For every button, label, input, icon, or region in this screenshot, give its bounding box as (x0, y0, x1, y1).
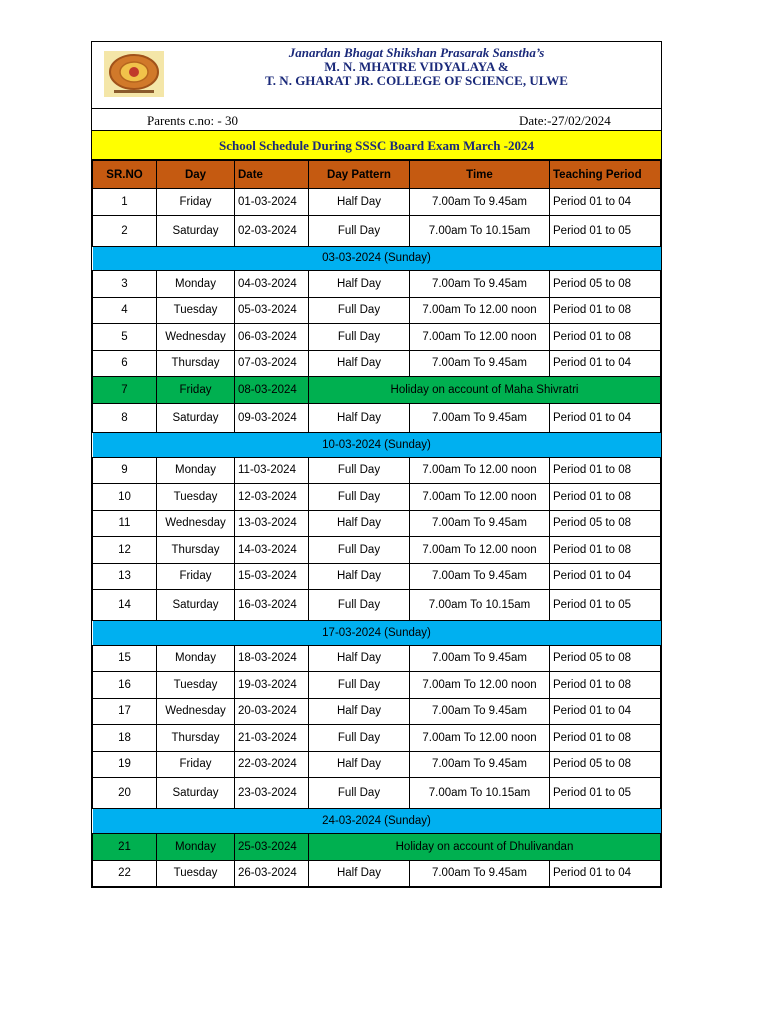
day-cell: Tuesday (157, 484, 235, 511)
day-pattern-cell: Full Day (309, 297, 410, 324)
day-cell: Tuesday (157, 860, 235, 886)
day-cell: Thursday (157, 537, 235, 564)
day-cell: Wednesday (157, 698, 235, 725)
document-meta (92, 109, 661, 131)
date-cell: 19-03-2024 (235, 672, 309, 699)
time-cell: 7.00am To 12.00 noon (410, 725, 550, 752)
table-row (93, 324, 661, 351)
time-cell: 7.00am To 9.45am (410, 645, 550, 672)
day-cell: Thursday (157, 350, 235, 377)
date-cell: 21-03-2024 (235, 725, 309, 752)
time-cell: 7.00am To 12.00 noon (410, 537, 550, 564)
day-cell: Wednesday (157, 324, 235, 351)
sr-no-cell: 17 (93, 698, 157, 725)
teaching-period-cell: Period 01 to 04 (550, 860, 661, 886)
teaching-period-cell: Period 01 to 04 (550, 189, 661, 216)
date-cell: 04-03-2024 (235, 271, 309, 298)
sr-no-cell: 20 (93, 778, 157, 809)
teaching-period-cell: Period 01 to 08 (550, 297, 661, 324)
table-row (93, 672, 661, 699)
document-header (92, 42, 661, 109)
time-cell: 7.00am To 9.45am (410, 751, 550, 778)
col-header-date: Date (235, 161, 309, 189)
day-pattern-cell: Half Day (309, 189, 410, 216)
table-row (93, 590, 661, 621)
time-cell: 7.00am To 12.00 noon (410, 484, 550, 511)
day-pattern-cell: Half Day (309, 404, 410, 433)
holiday-note: Holiday on account of Dhulivandan (309, 833, 661, 860)
date-cell: 13-03-2024 (235, 510, 309, 537)
time-cell: 7.00am To 10.15am (410, 590, 550, 621)
day-cell: Thursday (157, 725, 235, 752)
day-pattern-cell: Half Day (309, 510, 410, 537)
table-row (93, 751, 661, 778)
holiday-note: Holiday on account of Maha Shivratri (309, 377, 661, 404)
school-crest-icon (104, 51, 164, 97)
time-cell: 7.00am To 9.45am (410, 860, 550, 886)
date-cell: 22-03-2024 (235, 751, 309, 778)
day-cell: Saturday (157, 590, 235, 621)
col-header-time: Time (410, 161, 550, 189)
time-cell: 7.00am To 9.45am (410, 698, 550, 725)
sr-no-cell: 16 (93, 672, 157, 699)
col-header-teaching-period: Teaching Period (550, 161, 661, 189)
holiday-row (93, 377, 661, 404)
table-row (93, 350, 661, 377)
sr-no-cell: 11 (93, 510, 157, 537)
sr-no-cell: 14 (93, 590, 157, 621)
day-cell: Saturday (157, 404, 235, 433)
date-cell: 26-03-2024 (235, 860, 309, 886)
sr-no-cell: 7 (93, 377, 157, 404)
date-cell: 02-03-2024 (235, 215, 309, 246)
table-row (93, 297, 661, 324)
col-header-day: Day (157, 161, 235, 189)
day-pattern-cell: Full Day (309, 215, 410, 246)
teaching-period-cell: Period 05 to 08 (550, 271, 661, 298)
date-cell: 14-03-2024 (235, 537, 309, 564)
time-cell: 7.00am To 9.45am (410, 271, 550, 298)
day-pattern-cell: Full Day (309, 537, 410, 564)
table-row (93, 510, 661, 537)
table-row (93, 537, 661, 564)
date-cell: 05-03-2024 (235, 297, 309, 324)
teaching-period-cell: Period 05 to 08 (550, 645, 661, 672)
time-cell: 7.00am To 9.45am (410, 350, 550, 377)
date-cell: 15-03-2024 (235, 563, 309, 590)
sr-no-cell: 2 (93, 215, 157, 246)
sr-no-cell: 15 (93, 645, 157, 672)
day-cell: Monday (157, 271, 235, 298)
sunday-label: 03-03-2024 (Sunday) (93, 246, 661, 271)
day-pattern-cell: Full Day (309, 725, 410, 752)
time-cell: 7.00am To 12.00 noon (410, 457, 550, 484)
org-line-1: Janardan Bhagat Shikshan Prasarak Sanstha’s (288, 45, 545, 60)
sunday-row (93, 621, 661, 646)
teaching-period-cell: Period 05 to 08 (550, 751, 661, 778)
table-row (93, 484, 661, 511)
sunday-row (93, 246, 661, 271)
day-cell: Friday (157, 189, 235, 216)
day-pattern-cell: Full Day (309, 324, 410, 351)
time-cell: 7.00am To 9.45am (410, 404, 550, 433)
day-pattern-cell: Half Day (309, 698, 410, 725)
table-row (93, 725, 661, 752)
date-cell: 09-03-2024 (235, 404, 309, 433)
parents-circular-no: Parents c.no: - 30 (147, 113, 238, 128)
table-row (93, 189, 661, 216)
col-header-day-pattern: Day Pattern (309, 161, 410, 189)
day-cell: Wednesday (157, 510, 235, 537)
circular-date: Date:-27/02/2024 (519, 113, 611, 128)
day-cell: Monday (157, 457, 235, 484)
day-pattern-cell: Full Day (309, 457, 410, 484)
sunday-row (93, 809, 661, 834)
day-pattern-cell: Half Day (309, 751, 410, 778)
sr-no-cell: 1 (93, 189, 157, 216)
time-cell: 7.00am To 9.45am (410, 189, 550, 216)
sr-no-cell: 22 (93, 860, 157, 886)
time-cell: 7.00am To 12.00 noon (410, 672, 550, 699)
time-cell: 7.00am To 9.45am (410, 563, 550, 590)
sunday-label: 24-03-2024 (Sunday) (93, 809, 661, 834)
teaching-period-cell: Period 01 to 08 (550, 457, 661, 484)
schedule-table (92, 160, 661, 887)
day-pattern-cell: Half Day (309, 271, 410, 298)
sr-no-cell: 8 (93, 404, 157, 433)
date-cell: 12-03-2024 (235, 484, 309, 511)
date-cell: 11-03-2024 (235, 457, 309, 484)
sr-no-cell: 4 (93, 297, 157, 324)
teaching-period-cell: Period 01 to 08 (550, 537, 661, 564)
teaching-period-cell: Period 01 to 05 (550, 778, 661, 809)
date-cell: 06-03-2024 (235, 324, 309, 351)
teaching-period-cell: Period 01 to 04 (550, 350, 661, 377)
table-row (93, 563, 661, 590)
teaching-period-cell: Period 01 to 08 (550, 672, 661, 699)
day-cell: Saturday (157, 778, 235, 809)
day-cell: Monday (157, 833, 235, 860)
day-pattern-cell: Half Day (309, 563, 410, 590)
teaching-period-cell: Period 01 to 08 (550, 484, 661, 511)
teaching-period-cell: Period 01 to 04 (550, 698, 661, 725)
date-cell: 07-03-2024 (235, 350, 309, 377)
sr-no-cell: 13 (93, 563, 157, 590)
table-row (93, 860, 661, 886)
sr-no-cell: 19 (93, 751, 157, 778)
day-pattern-cell: Full Day (309, 778, 410, 809)
day-cell: Friday (157, 563, 235, 590)
sr-no-cell: 5 (93, 324, 157, 351)
date-cell: 18-03-2024 (235, 645, 309, 672)
table-row (93, 645, 661, 672)
day-pattern-cell: Full Day (309, 590, 410, 621)
teaching-period-cell: Period 01 to 08 (550, 324, 661, 351)
schedule-title: School Schedule During SSSC Board Exam March -2024 (92, 131, 661, 160)
day-pattern-cell: Half Day (309, 350, 410, 377)
table-row (93, 457, 661, 484)
table-row (93, 215, 661, 246)
sr-no-cell: 6 (93, 350, 157, 377)
date-cell: 08-03-2024 (235, 377, 309, 404)
sr-no-cell: 12 (93, 537, 157, 564)
day-cell: Friday (157, 751, 235, 778)
time-cell: 7.00am To 9.45am (410, 510, 550, 537)
sunday-label: 10-03-2024 (Sunday) (93, 433, 661, 458)
day-pattern-cell: Full Day (309, 484, 410, 511)
teaching-period-cell: Period 01 to 04 (550, 404, 661, 433)
time-cell: 7.00am To 10.15am (410, 215, 550, 246)
date-cell: 20-03-2024 (235, 698, 309, 725)
day-cell: Saturday (157, 215, 235, 246)
sr-no-cell: 21 (93, 833, 157, 860)
organization-name (172, 46, 661, 88)
date-cell: 16-03-2024 (235, 590, 309, 621)
teaching-period-cell: Period 01 to 05 (550, 590, 661, 621)
holiday-row (93, 833, 661, 860)
day-cell: Tuesday (157, 672, 235, 699)
sr-no-cell: 10 (93, 484, 157, 511)
day-cell: Tuesday (157, 297, 235, 324)
day-pattern-cell: Full Day (309, 672, 410, 699)
day-cell: Friday (157, 377, 235, 404)
schedule-document (91, 41, 662, 888)
time-cell: 7.00am To 12.00 noon (410, 324, 550, 351)
table-row (93, 778, 661, 809)
table-row (93, 271, 661, 298)
table-row (93, 404, 661, 433)
teaching-period-cell: Period 01 to 08 (550, 725, 661, 752)
sunday-row (93, 433, 661, 458)
date-cell: 01-03-2024 (235, 189, 309, 216)
sr-no-cell: 3 (93, 271, 157, 298)
day-pattern-cell: Half Day (309, 860, 410, 886)
sr-no-cell: 9 (93, 457, 157, 484)
time-cell: 7.00am To 10.15am (410, 778, 550, 809)
table-header-row (93, 161, 661, 189)
org-line-2: M. N. MHATRE VIDYALAYA & (324, 59, 509, 74)
org-line-3: T. N. GHARAT JR. COLLEGE OF SCIENCE, ULWE (265, 73, 568, 88)
table-row (93, 698, 661, 725)
sr-no-cell: 18 (93, 725, 157, 752)
day-pattern-cell: Half Day (309, 645, 410, 672)
day-cell: Monday (157, 645, 235, 672)
teaching-period-cell: Period 01 to 05 (550, 215, 661, 246)
col-header-srno: SR.NO (93, 161, 157, 189)
time-cell: 7.00am To 12.00 noon (410, 297, 550, 324)
date-cell: 25-03-2024 (235, 833, 309, 860)
teaching-period-cell: Period 01 to 04 (550, 563, 661, 590)
date-cell: 23-03-2024 (235, 778, 309, 809)
teaching-period-cell: Period 05 to 08 (550, 510, 661, 537)
sunday-label: 17-03-2024 (Sunday) (93, 621, 661, 646)
